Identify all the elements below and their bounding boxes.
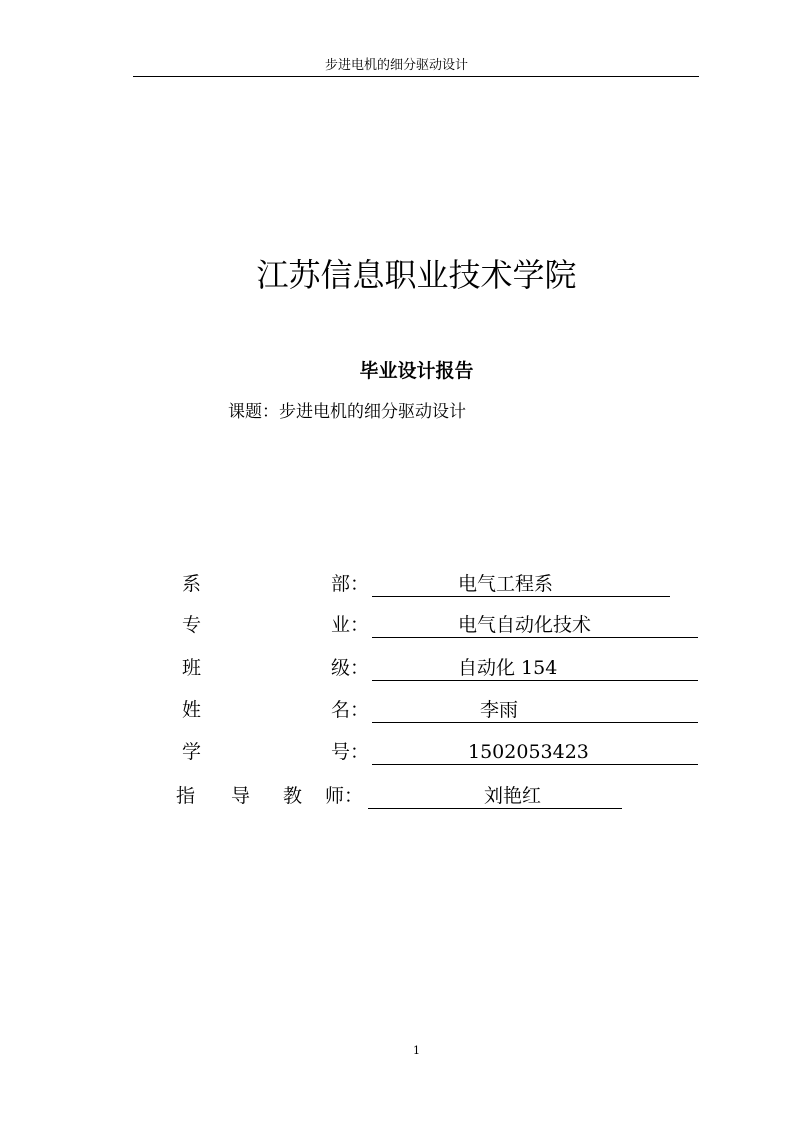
field-label-char: 系	[182, 573, 202, 595]
field-colon: ：	[350, 657, 370, 679]
field-label-char: 号	[331, 741, 351, 763]
running-header: 步进电机的细分驱动设计	[324, 58, 468, 73]
field-value: 李雨	[480, 699, 519, 721]
field-name	[0, 696, 793, 726]
field-department	[0, 570, 793, 600]
field-label-char: 班	[182, 657, 202, 679]
field-value: 电气自动化技术	[458, 614, 592, 636]
field-label-char: 级	[331, 657, 351, 679]
field-label-char: 学	[182, 741, 202, 763]
report-title: 毕业设计报告	[359, 360, 474, 382]
page-number: 1	[413, 1044, 420, 1057]
field-colon: ：	[350, 614, 370, 636]
field-label-char: 名	[331, 699, 351, 721]
field-label-char: 指	[176, 785, 196, 807]
field-student-id	[0, 738, 793, 768]
topic-line: 课题：步进电机的细分驱动设计	[228, 402, 466, 422]
field-label-char: 导	[231, 785, 251, 807]
field-colon: ：	[350, 699, 370, 721]
field-value: 刘艳红	[484, 785, 542, 807]
field-label-char: 专	[182, 614, 202, 636]
field-value: 自动化 154	[458, 657, 558, 679]
field-underline	[372, 696, 698, 723]
header-rule	[133, 76, 699, 77]
field-label-char: 师	[325, 785, 345, 807]
field-label-char: 业	[331, 614, 351, 636]
field-advisor	[0, 782, 793, 812]
field-major	[0, 611, 793, 641]
field-label-char: 部	[331, 573, 351, 595]
field-colon: ：	[350, 573, 370, 595]
field-value: 1502053423	[468, 741, 589, 763]
field-label-char: 教	[283, 785, 303, 807]
field-label-char: 姓	[182, 699, 202, 721]
field-value: 电气工程系	[458, 573, 554, 595]
field-colon: ：	[350, 741, 370, 763]
school-name: 江苏信息职业技术学院	[256, 256, 577, 294]
field-colon: ：	[344, 785, 364, 807]
field-class	[0, 654, 793, 684]
